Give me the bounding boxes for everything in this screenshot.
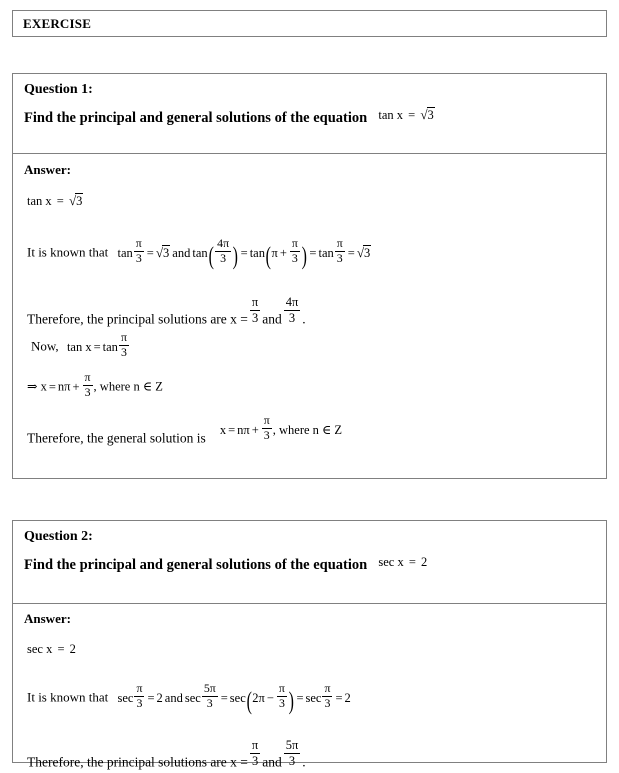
exercise-heading: EXERCISE (23, 16, 92, 31)
fraction-pi-over-3 (322, 683, 332, 710)
question-2-given-equation (27, 643, 76, 656)
question-2-answer-label: Answer: (24, 611, 71, 626)
denominator: 3 (251, 753, 259, 768)
question-1-now-math (66, 330, 130, 359)
radicand: 3 (364, 245, 371, 260)
equals-symbol: = (335, 690, 343, 705)
denominator: 3 (288, 310, 296, 325)
denominator: 3 (135, 250, 142, 265)
fraction-pi-over-3 (262, 415, 272, 442)
variable-x: x (40, 379, 47, 394)
question-2-prompt-text: Find the principal and general solutions of the equation (24, 557, 368, 573)
equals-symbol: = (296, 690, 304, 705)
numerator: π (278, 681, 285, 695)
numerator: π (324, 681, 331, 695)
question-1-prompt-math (375, 108, 435, 122)
tan-symbol: tan (102, 339, 118, 354)
where-n-in-z: , where n ∈ Z (272, 422, 343, 437)
numerator: π (84, 370, 91, 384)
number-two: 2 (421, 555, 428, 569)
variable-x: x (85, 339, 92, 354)
where-n-in-z: , where n ∈ Z (93, 379, 163, 394)
question-1-principal-line (27, 296, 306, 326)
question-1-prompt-text: Find the principal and general solutions of the equation (24, 110, 368, 126)
variable-x: x (219, 422, 227, 437)
denominator: 3 (136, 695, 143, 710)
tan-symbol: tan (192, 245, 208, 260)
denominator: 3 (251, 310, 259, 325)
equals-symbol: = (408, 108, 416, 122)
paren-close: ) (301, 241, 307, 271)
tan-symbol: tan (249, 245, 265, 260)
variable-x: x (397, 555, 404, 569)
conjunction-and: and (172, 245, 191, 260)
numerator: π (136, 681, 143, 695)
question-1-prompt (24, 107, 435, 127)
fraction-pi-over-3 (290, 238, 300, 265)
tan-symbol: tan (378, 108, 394, 122)
sec-symbol: sec (229, 690, 246, 705)
fraction-5pi-over-3 (284, 739, 301, 767)
question-1-known-line (27, 236, 371, 271)
question-1-principal-period: . (302, 311, 306, 327)
two-pi-term: 2π (252, 690, 265, 705)
sqrt-3 (69, 194, 83, 208)
question-2-label: Question 2: (24, 529, 93, 544)
denominator: 3 (291, 250, 298, 265)
paren-close: ) (232, 241, 239, 271)
minus-symbol: − (266, 690, 274, 705)
denominator: 3 (220, 250, 227, 265)
radical-sign: √ (420, 107, 428, 122)
n-pi-term: nπ (57, 379, 71, 394)
question-2-prompt (24, 557, 427, 574)
radical-sign: √ (155, 244, 164, 260)
sec-symbol: sec (305, 690, 322, 705)
fraction-pi-over-3 (335, 238, 345, 265)
question-2-principal-period: . (302, 754, 306, 770)
sec-symbol: sec (378, 555, 395, 569)
question-1-answer-divider (13, 153, 606, 154)
fraction-5pi-over-3 (202, 683, 218, 710)
paren-open: ( (265, 241, 271, 271)
plus-symbol: + (279, 245, 287, 260)
equals-symbol: = (347, 245, 355, 260)
equals-symbol: = (48, 379, 56, 394)
numerator: 5π (285, 738, 299, 752)
equals-symbol: = (146, 245, 154, 260)
equals-symbol: = (408, 555, 416, 569)
question-1-principal-prefix: Therefore, the principal solutions are x = (27, 311, 248, 327)
n-pi-term: nπ (237, 422, 250, 437)
numerator: π (251, 295, 259, 309)
question-1-implication-line (27, 372, 163, 399)
fraction-pi-over-3 (134, 683, 144, 710)
equals-symbol: = (93, 339, 101, 354)
number-two: 2 (69, 642, 76, 656)
sqrt-3 (357, 246, 371, 260)
equals-symbol: = (57, 642, 65, 656)
paren-close: ) (288, 686, 294, 716)
fraction-4pi-over-3 (215, 238, 231, 265)
radicand: 3 (427, 108, 434, 122)
tan-symbol: tan (318, 245, 334, 260)
question-1-now-line (31, 332, 130, 359)
number-two: 2 (344, 690, 351, 705)
numerator: π (135, 236, 142, 250)
paren-open: ( (246, 686, 252, 716)
sec-symbol: sec (184, 690, 201, 705)
equals-symbol: = (147, 690, 155, 705)
numerator: 4π (285, 295, 299, 309)
question-1-general-prefix: Therefore, the general solution is (27, 430, 206, 446)
plus-symbol: + (72, 379, 80, 394)
denominator: 3 (206, 695, 213, 710)
question-1-box (12, 73, 607, 479)
fraction-pi-over-3 (119, 332, 129, 359)
paren-open: ( (208, 241, 214, 271)
question-2-known-line (27, 681, 351, 716)
equals-symbol: = (309, 245, 317, 260)
plus-symbol: + (251, 422, 259, 437)
fraction-pi-over-3 (83, 372, 93, 399)
fraction-pi-over-3 (250, 296, 260, 324)
sqrt-3 (156, 246, 170, 260)
question-1-known-prefix: It is known that (27, 244, 109, 260)
radicand: 3 (163, 245, 170, 260)
denominator: 3 (336, 250, 343, 265)
radical-sign: √ (68, 193, 77, 208)
conjunction-and: and (164, 690, 183, 705)
question-2-principal-prefix: Therefore, the principal solutions are x = (27, 754, 248, 770)
equals-symbol: = (228, 422, 236, 437)
question-1-general-line (27, 413, 343, 451)
question-2-principal-conj: and (262, 754, 282, 770)
variable-x: x (46, 642, 53, 656)
numerator: π (251, 738, 259, 752)
question-2-prompt-math (375, 555, 427, 569)
equals-symbol: = (220, 690, 228, 705)
pi-symbol: π (271, 245, 278, 260)
question-1-given-equation (27, 194, 83, 208)
fraction-4pi-over-3 (284, 296, 301, 324)
numerator: π (120, 330, 127, 344)
equals-symbol: = (56, 194, 64, 208)
question-1-answer-label: Answer: (24, 162, 71, 177)
tan-symbol: tan (27, 194, 43, 208)
fraction-pi-over-3 (277, 683, 287, 710)
denominator: 3 (324, 695, 331, 710)
numerator: π (263, 413, 270, 427)
fraction-pi-over-3 (134, 238, 144, 265)
question-1-now-prefix: Now, (31, 338, 59, 354)
question-2-principal-line (27, 739, 306, 769)
denominator: 3 (120, 344, 127, 359)
question-2-known-prefix: It is known that (27, 689, 109, 705)
variable-x: x (45, 194, 52, 208)
question-1-general-math (219, 413, 343, 442)
sec-symbol: sec (117, 690, 134, 705)
denominator: 3 (288, 753, 296, 768)
sqrt-3 (420, 108, 434, 122)
equals-symbol: = (240, 245, 248, 260)
denominator: 3 (278, 695, 285, 710)
sec-symbol: sec (27, 642, 43, 656)
numerator: 5π (203, 681, 216, 695)
question-2-box (12, 520, 607, 770)
tan-symbol: tan (117, 245, 133, 260)
numerator: 4π (217, 236, 230, 250)
fraction-pi-over-3 (250, 739, 260, 767)
radicand: 3 (76, 194, 83, 208)
variable-x: x (396, 108, 403, 122)
numerator: π (291, 236, 298, 250)
denominator: 3 (84, 384, 91, 399)
denominator: 3 (263, 427, 270, 442)
question-1-principal-conj: and (262, 311, 282, 327)
number-two: 2 (156, 690, 163, 705)
numerator: π (336, 236, 343, 250)
radical-sign: √ (356, 244, 365, 260)
tan-symbol: tan (66, 339, 83, 354)
question-2-answer-divider (13, 603, 606, 604)
implies-icon: ⇒ (27, 379, 38, 394)
question-1-label: Question 1: (24, 82, 93, 97)
exercise-header-box (12, 10, 607, 37)
